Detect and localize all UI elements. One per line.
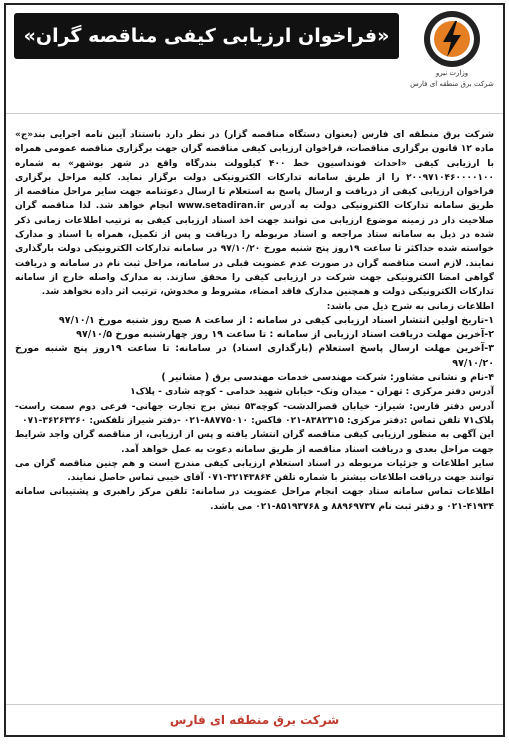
logo-caption-ministry: وزارت نیرو bbox=[435, 69, 469, 77]
website-link[interactable]: www.setadiran.ir bbox=[177, 201, 265, 212]
address-fars-office: آدرس دفتر فارس: شیراز- خیابان قصرالدشت- کوچه۵۳ نبش برج تجارت جهانی- فرعی دوم سمت راست- پلاک۷۱ تلفن تماس :دفتر مرکزی: ۸۳۸۲۳۱۵-۰۲۱ فاکس: ۸۸۷۷۵۰۱۰-۰۲۱ -دفتر شیراز تلفکس: ۳۶۲۶۳۲۶۰-۰۷۱ bbox=[15, 401, 495, 426]
schedule-item-2: ۲-آخرین مهلت دریافت اسناد ارزیابی از سامانه : تا ساعت ۱۹ روز چهارشنبه مورخ ۹۷/۱۰/۵ bbox=[76, 329, 494, 341]
contact-paragraph: اطلاعات تماس سامانه ستاد جهت انجام مراحل عضویت در سامانه: تلفن مرکز راهبری و پشتیبانی سامانه ۴۱۹۳۴-۰۲۱ و دفتر ثبت نام ۸۸۹۶۹۷۳۷ و ۸۵۱۹۳۷۶۸-۰۲۱ می باشد. bbox=[15, 487, 494, 512]
schedule-item-3: ۳-آخرین مهلت ارسال پاسخ استعلام (بارگذاری اسناد) در سامانه: تا ساعت ۱۹روز پنج شنبه مورخ ۹۷/۱۰/۲۰ bbox=[15, 343, 494, 369]
address-central-office: آدرس دفتر مرکزی : تهران - میدان ونک- خیابان شهید خدامی - کوچه شادی - پلاک۱ bbox=[130, 387, 494, 398]
power-company-logo-icon bbox=[424, 11, 480, 67]
schedule-item-1: ۱-تاریخ اولین انتشار اسناد ارزیابی کیفی در سامانه : از ساعت ۸ صبح روز شنبه مورخ ۹۷/۱۰/۱ bbox=[58, 314, 494, 326]
notice-body bbox=[6, 114, 503, 514]
consultant-info: ۴-نام و نشانی مشاور: شرکت مهندسی خدمات مهندسی برق ( مشانیر ) bbox=[161, 372, 494, 384]
logo-block bbox=[407, 11, 497, 89]
intro-text: شرکت برق منطقه ای فارس (بعنوان دستگاه مناقصه گزار) در نظر دارد باستناد آیین نامه اجرایی بند«ج» ماده ۱۲ قانون برگزاری مناقصات، فراخوان ارزیابی کیفی مناقصه گران جهت برگزاری مناقصه عمومی همراه با ارزیابی کیفی «احداث فونداسیون خط ۴۰۰ کیلوولت بندرگاه واقع در شهر بوشهر» به شماره ۲۰۰۹۷۱۰۴۶۰۰۰۰۱۰۰ را از طریق سامانه تدارکات الکترونیکی دولت برگزار نماید. کلیه مراحل برگزاری فراخوان ارزیابی کیفی از دریافت و ارسال پاسخ به استعلام تا ارسال دعوتنامه جهت سایر مراحل مناقصه از طریق سامانه تدارکات الکترونیکی دولت به آدرس bbox=[15, 130, 494, 212]
logo-caption-company: شرکت برق منطقه ای فارس bbox=[410, 80, 494, 88]
intro-continued: انجام خواهد شد. لذا مناقصه گران صلاحیت دار در زمینه موضوع ارزیابی می توانند جهت اخذ اسناد ارزیابی کیفی به ترتیب اطلاعات زمانی ذکر شده در ذیل به سامانه ستاد مراجعه و اسناد مربوطه را دریافت و پس از تکمیل، همراه با اسناد و مدارک خواسته شده حداکثر تا ساعت ۱۹روز پنج شنبه مورخ ۹۷/۱۰/۲۰ در سامانه تدارکات الکترونیکی دولت بارگذاری نمایند. لازم است مناقصه گران در صورت عدم عضویت قبلی در سامانه، مراحل ثبت نام در سامانه و دریافت گواهی امضا الکترونیکی جهت شرکت در ارزیابی کیفی را محقق سازند. به مدارک واصله خارج از سامانه تدارکات الکترونیکی دولت و همچنین مدارک فاقد امضاء، مشروط و مخدوش، ترتیب اثر داده نخواهد شد. bbox=[15, 201, 494, 298]
notice-page bbox=[4, 3, 505, 737]
title-text: «فراخوان ارزیابی کیفی مناقصه گران» bbox=[23, 25, 390, 47]
signature-text: شرکت برق منطقه ای فارس bbox=[169, 713, 340, 727]
page-title bbox=[14, 13, 399, 59]
intro-paragraph bbox=[15, 128, 494, 300]
more-info-paragraph: سایر اطلاعات و جزئیات مربوطه در اسناد استعلام ارزیابی کیفی مندرج است و هم چنین مناقصه گران می توانند جهت دریافت اطلاعات بیشتر با شماره تلفن ۳۲۱۴۳۸۶۴-۰۷۱ آقای خیبی تماس حاصل نمایند. bbox=[15, 458, 494, 484]
schedule-heading: اطلاعات زمانی به شرح ذیل می باشد: bbox=[326, 301, 494, 312]
notice-paragraph: این آگهی به منظور ارزیابی کیفی مناقصه گران انتشار یافته و پس از ارزیابی، از مناقصه گران واجد شرایط جهت مراحل بعدی و دریافت اسناد مناقصه از طریق سامانه دعوت به عمل خواهد آمد. bbox=[15, 430, 494, 455]
footer-signature bbox=[6, 704, 503, 735]
header bbox=[6, 5, 503, 114]
